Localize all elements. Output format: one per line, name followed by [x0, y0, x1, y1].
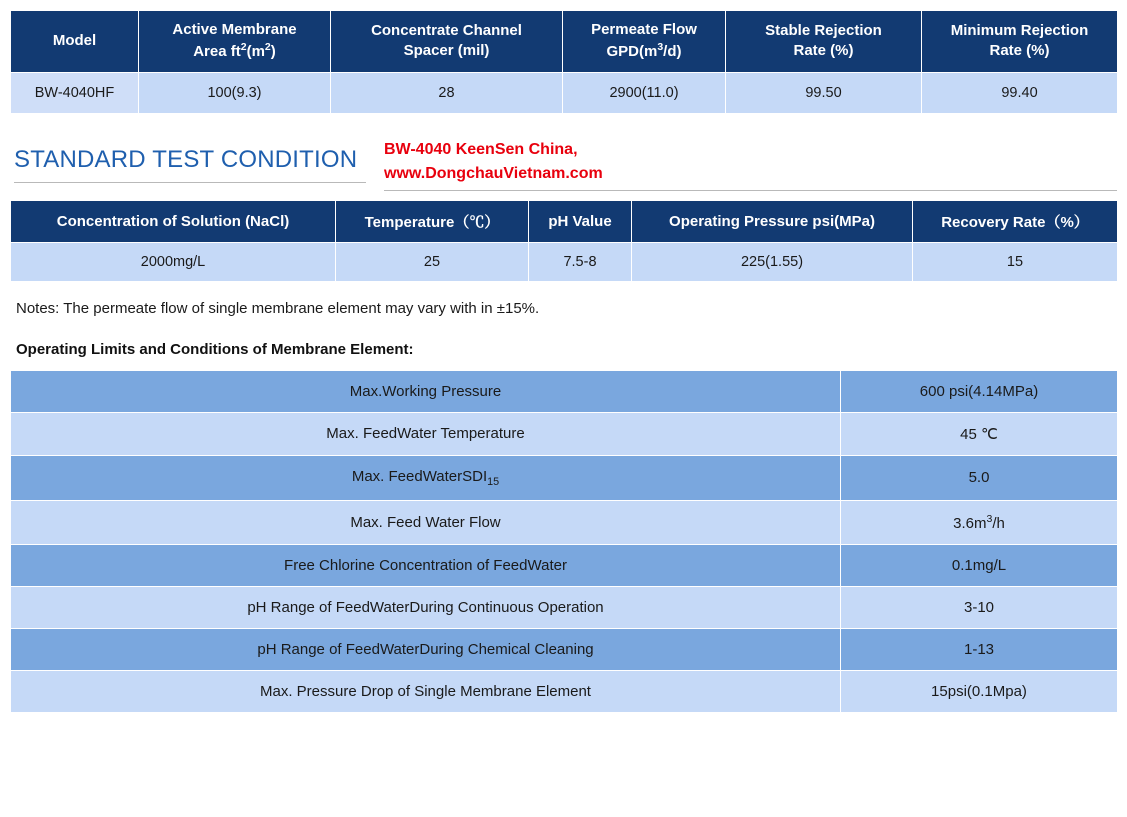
limit-label-ph-cleaning: pH Range of FeedWaterDuring Chemical Cleaning	[11, 628, 841, 670]
limit-label-sdi-text: Max. FeedWaterSDI	[351, 467, 488, 485]
test-cell-pressure: 225(1.55)	[632, 242, 913, 281]
spec-header-minimum-line2: Rate (%)	[989, 42, 1050, 60]
membrane-spec-table	[10, 10, 1118, 114]
spec-header-stable-line2: Rate (%)	[793, 42, 854, 60]
test-header-temperature: Temperature（℃）	[336, 200, 529, 242]
spec-cell-model: BW-4040HF	[11, 72, 139, 113]
spec-header-flow-sup: 3	[657, 41, 664, 54]
limit-value-flow-post: /h	[992, 514, 1005, 532]
spec-header-spacer-line2: Spacer (mil)	[403, 42, 490, 60]
limit-label-feed-water-flow: Max. Feed Water Flow	[11, 500, 841, 544]
spec-header-area	[139, 11, 331, 73]
limit-label-pressure-drop: Max. Pressure Drop of Single Membrane Element	[11, 670, 841, 712]
spec-header-area-line1: Active Membrane	[172, 21, 297, 38]
limit-value-flow-sup: 3	[986, 512, 993, 525]
test-header-pressure: Operating Pressure psi(MPa)	[632, 200, 913, 242]
spec-header-minimum-rejection	[922, 11, 1118, 73]
table-row	[11, 242, 1118, 281]
table-row	[11, 544, 1118, 586]
test-header-ph: pH Value	[529, 200, 632, 242]
table-row	[11, 412, 1118, 455]
operating-limits-heading: Operating Limits and Conditions of Membrane Element:	[16, 340, 414, 358]
standard-test-condition-table	[10, 200, 1118, 282]
spec-header-flow-line2a: GPD(m	[606, 43, 658, 61]
spec-header-flow-line1: Permeate Flow	[591, 21, 697, 38]
standard-test-condition-heading	[10, 136, 1117, 186]
spec-header-area-sup2: 2	[264, 41, 271, 54]
spec-header-permeate-flow	[563, 11, 726, 73]
table-row	[11, 586, 1118, 628]
limit-label-working-pressure: Max.Working Pressure	[11, 370, 841, 412]
spec-header-model-label: Model	[52, 32, 97, 50]
spec-header-spacer	[331, 11, 563, 73]
limit-label-free-chlorine: Free Chlorine Concentration of FeedWater	[11, 544, 841, 586]
limit-label-feedwater-sdi	[11, 455, 841, 500]
spec-header-area-line2c: )	[270, 43, 276, 61]
operating-limits-table	[10, 370, 1118, 713]
table-row	[11, 72, 1118, 113]
spec-header-stable-rejection	[726, 11, 922, 73]
spec-header-area-sup1: 2	[240, 41, 247, 54]
test-cell-ph: 7.5-8	[529, 242, 632, 281]
spec-header-area-line2b: (m	[246, 43, 265, 61]
test-header-recovery: Recovery Rate（%）	[913, 200, 1118, 242]
limit-value-flow-pre: 3.6m	[953, 514, 987, 532]
spec-cell-area: 100(9.3)	[139, 72, 331, 113]
brand-line-1: BW-4040 KeenSen China,	[384, 140, 578, 158]
limit-value-feedwater-temperature: 45 ℃	[841, 412, 1118, 455]
limit-value-free-chlorine: 0.1mg/L	[841, 544, 1118, 586]
spec-header-spacer-line1: Concentrate Channel	[371, 22, 522, 39]
table-row	[11, 370, 1118, 412]
test-cell-temperature: 25	[336, 242, 529, 281]
spec-header-model	[11, 11, 139, 73]
brand-line-2: www.DongchauVietnam.com	[384, 164, 603, 182]
test-cell-recovery: 15	[913, 242, 1118, 281]
limit-value-ph-cleaning: 1-13	[841, 628, 1118, 670]
notes-text: Notes: The permeate flow of single membrane element may vary with in ±15%.	[16, 299, 540, 317]
section-title: STANDARD TEST CONDITION	[14, 136, 366, 183]
spec-cell-permeate-flow: 2900(11.0)	[563, 72, 726, 113]
limit-value-feedwater-sdi: 5.0	[841, 455, 1118, 500]
spec-cell-minimum-rejection: 99.40	[922, 72, 1118, 113]
limit-value-pressure-drop: 15psi(0.1Mpa)	[841, 670, 1118, 712]
limit-value-ph-continuous: 3-10	[841, 586, 1118, 628]
spec-cell-spacer: 28	[331, 72, 563, 113]
spec-header-minimum-line1: Minimum Rejection	[950, 22, 1089, 39]
test-header-concentration: Concentration of Solution (NaCl)	[11, 200, 336, 242]
limit-label-feedwater-temperature: Max. FeedWater Temperature	[11, 412, 841, 455]
table-row	[11, 500, 1118, 544]
spec-table-header-row	[11, 11, 1118, 73]
limit-label-sdi-sub: 15	[487, 475, 500, 488]
limit-value-working-pressure: 600 psi(4.14MPa)	[841, 370, 1118, 412]
table-row	[11, 455, 1118, 500]
limit-label-ph-continuous: pH Range of FeedWaterDuring Continuous Operation	[11, 586, 841, 628]
limit-value-feed-water-flow	[841, 500, 1118, 544]
brand-note	[384, 136, 1117, 191]
spec-cell-stable-rejection: 99.50	[726, 72, 922, 113]
table-row	[11, 628, 1118, 670]
spec-header-flow-line2b: /d)	[663, 43, 682, 61]
spec-header-stable-line1: Stable Rejection	[765, 22, 882, 39]
test-cell-concentration: 2000mg/L	[11, 242, 336, 281]
table-row	[11, 670, 1118, 712]
spec-header-area-line2a: Area ft	[193, 43, 241, 61]
test-table-header-row	[11, 200, 1118, 242]
